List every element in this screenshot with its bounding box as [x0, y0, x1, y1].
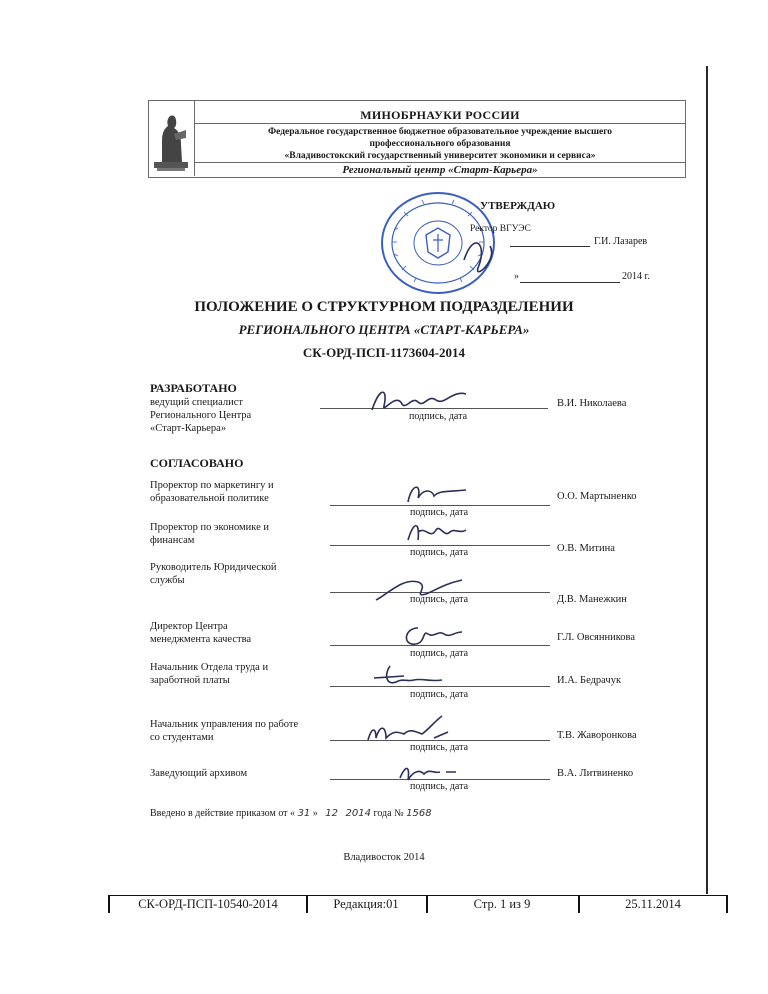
role-line: Проректор по маркетингу и: [150, 480, 274, 491]
footer-revision: Редакция:01: [333, 897, 399, 911]
role-line: Директор Центра: [150, 621, 228, 632]
role-line: Заведующий архивом: [150, 768, 248, 779]
role-line: Начальник управления по работе: [150, 719, 299, 730]
approval-date-line: [520, 282, 620, 283]
signer-name: Д.В. Манежкин: [557, 594, 627, 605]
developed-role: [150, 396, 320, 435]
approval-date-quote: »: [514, 271, 519, 282]
header-divider: [195, 162, 685, 163]
signature-icon: [364, 712, 464, 744]
signer-role: [150, 479, 320, 505]
role-line: заработной платы: [150, 675, 230, 686]
role-line: менеджмента качества: [150, 634, 252, 645]
order-month: 12: [325, 808, 339, 819]
approval-signature-line: [510, 246, 590, 247]
signature-hint: подпись, дата: [409, 547, 469, 558]
role-line: Проректор по экономике и: [150, 522, 270, 533]
approval-name: Г.И. Лазарев: [594, 236, 648, 247]
document-subtitle: РЕГИОНАЛЬНОГО ЦЕНТРА «СТАРТ-КАРЬЕРА»: [238, 322, 530, 337]
role-line: Руководитель Юридической: [150, 562, 277, 573]
developed-heading: РАЗРАБОТАНО: [150, 381, 237, 395]
signature-hint: подпись, дата: [409, 742, 469, 753]
document-title: ПОЛОЖЕНИЕ О СТРУКТУРНОМ ПОДРАЗДЕЛЕНИИ: [194, 299, 574, 315]
developer-name: В.И. Николаева: [557, 398, 627, 409]
approval-title: УТВЕРЖДАЮ: [480, 200, 556, 212]
footer-code: СК-ОРД-ПСП-10540-2014: [138, 897, 278, 911]
role-line: образовательной политике: [150, 493, 269, 504]
order-day: 31: [297, 808, 311, 819]
signature-icon: [404, 518, 474, 548]
role-line: «Старт-Карьера»: [150, 423, 227, 434]
footer-table: [108, 895, 728, 913]
header-block: [148, 100, 686, 178]
signer-role: [150, 620, 320, 646]
header-divider: [195, 123, 685, 124]
order-separator: »: [312, 808, 318, 819]
signature-icon: [398, 620, 468, 650]
signer-role: [150, 661, 320, 687]
order-statement: [150, 808, 432, 819]
signature-hint: подпись, дата: [409, 781, 469, 792]
footer-date: 25.11.2014: [625, 897, 681, 911]
document-code: СК-ОРД-ПСП-1173604-2014: [302, 345, 466, 360]
signature-icon: [404, 478, 474, 508]
signer-role: [150, 561, 320, 587]
role-line: со студентами: [150, 732, 214, 743]
order-suffix: года №: [373, 808, 404, 819]
footer-separator: [726, 896, 728, 913]
signature-icon: [370, 664, 450, 690]
center-name: Региональный центр «Старт-Карьера»: [342, 164, 538, 176]
signature-hint: подпись, дата: [409, 507, 469, 518]
signature-hint: подпись, дата: [409, 689, 469, 700]
role-line: ведущий специалист: [150, 397, 243, 408]
institution-line-1: Федеральное государственное бюджетное образовательное учреждение высшего: [267, 127, 613, 137]
signer-name: Т.В. Жаворонкова: [557, 730, 637, 741]
university-name: «Владивостокский государственный университет экономики и сервиса»: [284, 151, 596, 161]
institution-line-2: профессионального образования: [369, 139, 511, 149]
agreed-heading: СОГЛАСОВАНО: [150, 456, 244, 470]
signature-hint: подпись, дата: [409, 648, 469, 659]
signer-name: О.О. Мартыненко: [557, 491, 637, 502]
signature-hint: подпись, дата: [408, 411, 468, 422]
role-line: службы: [150, 575, 185, 586]
order-prefix: Введено в действие приказом от «: [150, 808, 296, 819]
order-number: 1568: [406, 808, 432, 819]
role-line: Начальник Отдела труда и: [150, 662, 269, 673]
signature-hint: подпись, дата: [409, 594, 469, 605]
signer-role: [150, 718, 320, 744]
signer-role: [150, 521, 320, 547]
role-line: финансам: [150, 535, 195, 546]
role-line: Регионального Центра: [150, 410, 252, 421]
approval-year: 2014 г.: [622, 271, 650, 282]
approval-role: Ректор ВГУЭС: [470, 224, 531, 234]
ministry-title: МИНОБРНАУКИ РОССИИ: [360, 108, 520, 122]
signer-role: [150, 767, 320, 780]
signer-name: О.В. Митина: [557, 543, 615, 554]
signer-name: В.А. Литвиненко: [557, 768, 634, 779]
order-year: 2014: [345, 808, 371, 819]
signer-name: И.А. Бедрачук: [557, 675, 622, 686]
footer-page: Стр. 1 из 9: [473, 897, 531, 911]
signer-name: Г.Л. Овсянникова: [557, 632, 636, 643]
page-edge-rule: [706, 66, 708, 894]
university-logo-icon: [148, 100, 195, 176]
city-year: Владивосток 2014: [343, 852, 425, 863]
